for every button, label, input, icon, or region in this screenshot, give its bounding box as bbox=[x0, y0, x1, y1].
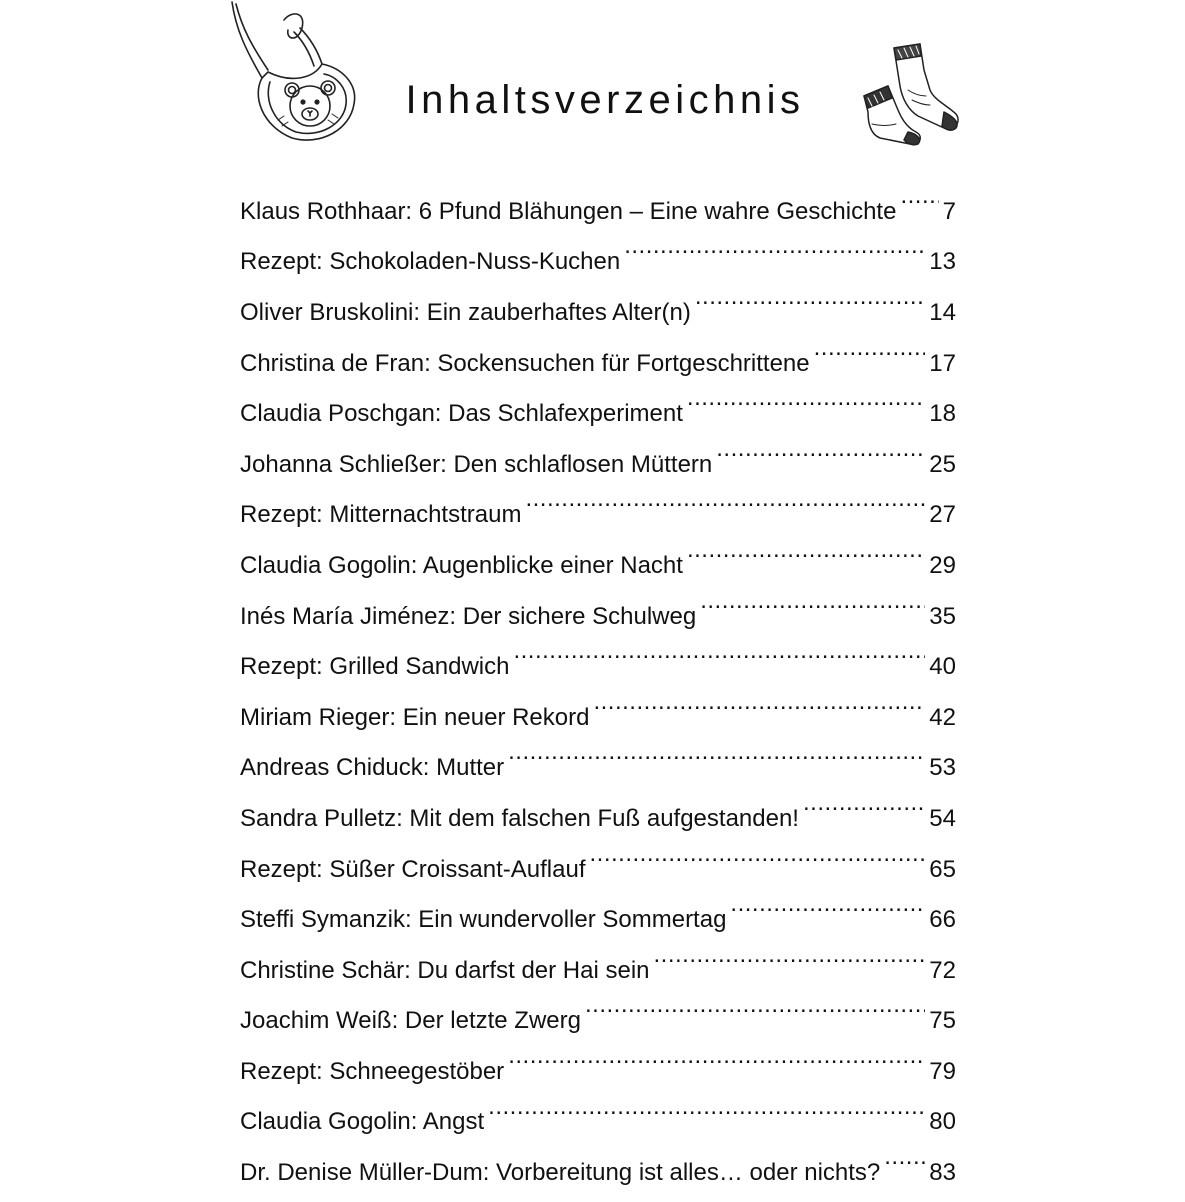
toc-entry-page-number: 75 bbox=[929, 1007, 956, 1035]
toc-entry bbox=[240, 342, 956, 393]
toc-entry bbox=[240, 747, 956, 798]
dot-leader bbox=[593, 696, 925, 725]
dot-leader bbox=[488, 1101, 925, 1130]
toc-entry-page-number: 27 bbox=[929, 501, 956, 529]
toc-entry-page-number: 14 bbox=[929, 298, 956, 326]
toc-entry bbox=[240, 949, 956, 1000]
toc-entry-title: Christine Schär: Du darfst der Hai sein bbox=[240, 956, 650, 984]
toc-entry-title: Rezept: Schneegestöber bbox=[240, 1057, 505, 1085]
dot-leader bbox=[730, 898, 925, 927]
toc-entry bbox=[240, 1151, 956, 1202]
dot-leader bbox=[585, 1000, 925, 1029]
toc-entry-title: Christina de Fran: Sockensuchen für Fortgeschrittene bbox=[240, 349, 810, 377]
dot-leader bbox=[687, 392, 925, 421]
dot-leader bbox=[814, 342, 926, 371]
toc-entry bbox=[240, 1000, 956, 1051]
toc-entry bbox=[240, 595, 956, 646]
toc-entry-page-number: 35 bbox=[929, 602, 956, 630]
toc-entry bbox=[240, 1101, 956, 1152]
toc-entry-title: Sandra Pulletz: Mit dem falschen Fuß aufgestanden! bbox=[240, 804, 799, 832]
toc-entry-page-number: 66 bbox=[929, 906, 956, 934]
toc-entry bbox=[240, 898, 956, 949]
dot-leader bbox=[884, 1151, 925, 1180]
dot-leader bbox=[508, 747, 925, 776]
toc-entry-page-number: 80 bbox=[929, 1108, 956, 1136]
toc-entry-title: Claudia Gogolin: Augenblicke einer Nacht bbox=[240, 551, 683, 579]
toc-entry bbox=[240, 544, 956, 595]
toc-entry-page-number: 42 bbox=[929, 703, 956, 731]
toc-entry bbox=[240, 797, 956, 848]
toc-entry-page-number: 83 bbox=[929, 1159, 956, 1187]
page-title: Inhaltsverzeichnis bbox=[405, 78, 805, 122]
toc-entry-title: Claudia Poschgan: Das Schlafexperiment bbox=[240, 400, 683, 428]
toc-entry-page-number: 29 bbox=[929, 551, 956, 579]
toc-entry-title: Steffi Symanzik: Ein wundervoller Sommertag bbox=[240, 906, 727, 934]
dot-leader bbox=[716, 443, 925, 472]
dot-leader bbox=[687, 544, 925, 573]
toc-entry bbox=[240, 241, 956, 292]
toc-entry bbox=[240, 443, 956, 494]
dot-leader bbox=[624, 241, 925, 270]
toc-entry-page-number: 18 bbox=[929, 400, 956, 428]
toc-entry-page-number: 7 bbox=[942, 197, 956, 225]
toc-entry bbox=[240, 291, 956, 342]
dot-leader bbox=[508, 1050, 925, 1079]
toc-entry-title: Rezept: Schokoladen-Nuss-Kuchen bbox=[240, 248, 621, 276]
dot-leader bbox=[589, 848, 925, 877]
toc-entry-title: Dr. Denise Müller-Dum: Vorbereitung ist alles… oder nichts? bbox=[240, 1159, 881, 1187]
toc-entry bbox=[240, 848, 956, 899]
toc-entry-title: Andreas Chiduck: Mutter bbox=[240, 754, 505, 782]
toc-entry-title: Claudia Gogolin: Angst bbox=[240, 1108, 485, 1136]
toc-entry-title: Rezept: Mitternachtstraum bbox=[240, 501, 522, 529]
toc-entry-title: Rezept: Grilled Sandwich bbox=[240, 653, 510, 681]
toc-entry bbox=[240, 392, 956, 443]
toc-entry-page-number: 53 bbox=[929, 754, 956, 782]
dot-leader bbox=[525, 494, 925, 523]
dot-leader bbox=[513, 645, 925, 674]
toc-entry-title: Oliver Bruskolini: Ein zauberhaftes Alter(n) bbox=[240, 298, 691, 326]
toc-entry-page-number: 13 bbox=[929, 248, 956, 276]
toc-entry-title: Joachim Weiß: Der letzte Zwerg bbox=[240, 1007, 581, 1035]
toc-entry-page-number: 79 bbox=[929, 1057, 956, 1085]
table-of-contents bbox=[240, 190, 956, 1202]
toc-entry-title: Johanna Schließer: Den schlaflosen Müttern bbox=[240, 450, 713, 478]
toc-entry-page-number: 40 bbox=[929, 653, 956, 681]
toc-entry-page-number: 25 bbox=[929, 450, 956, 478]
dot-leader bbox=[695, 291, 925, 320]
toc-entry-page-number: 65 bbox=[929, 855, 956, 883]
toc-entry-page-number: 17 bbox=[929, 349, 956, 377]
toc-entry bbox=[240, 1050, 956, 1101]
toc-entry-page-number: 72 bbox=[929, 956, 956, 984]
toc-entry-title: Rezept: Süßer Croissant-Auflauf bbox=[240, 855, 586, 883]
toc-entry-title: Inés María Jiménez: Der sichere Schulweg bbox=[240, 602, 697, 630]
toc-entry bbox=[240, 190, 956, 241]
toc-entry-title: Miriam Rieger: Ein neuer Rekord bbox=[240, 703, 590, 731]
bib-with-teddy-icon bbox=[222, 0, 362, 150]
toc-entry bbox=[240, 696, 956, 747]
dot-leader bbox=[803, 797, 925, 826]
socks-icon bbox=[858, 40, 968, 150]
toc-entry bbox=[240, 494, 956, 545]
toc-entry-title: Klaus Rothhaar: 6 Pfund Blähungen – Eine wahre Geschichte bbox=[240, 197, 897, 225]
toc-entry-page-number: 54 bbox=[929, 804, 956, 832]
toc-entry bbox=[240, 645, 956, 696]
dot-leader bbox=[900, 190, 938, 219]
dot-leader bbox=[654, 949, 926, 978]
dot-leader bbox=[700, 595, 925, 624]
